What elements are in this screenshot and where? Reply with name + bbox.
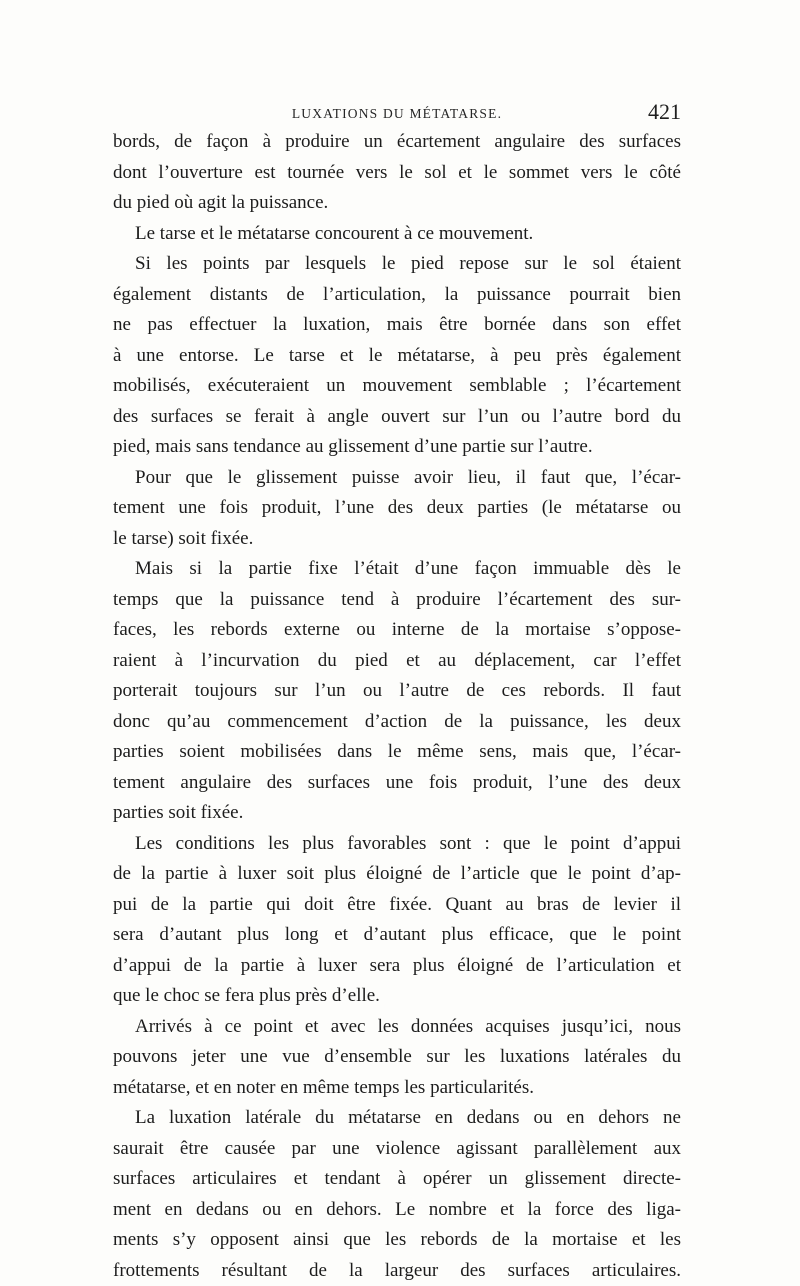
text-line: du pied où agit la puissance. [113,188,681,219]
text-line: raient à l’incurvation du pied et au déplacement, car l’effet [113,646,681,677]
text-line: pui de la partie qui doit être fixée. Quant au bras de levier il [113,890,681,921]
page-number: 421 [648,99,681,125]
text-line: tement angulaire des surfaces une fois produit, l’une des deux [113,768,681,799]
text-line: Le tarse et le métatarse concourent à ce mouvement. [113,219,681,250]
text-line: Pour que le glissement puisse avoir lieu, il faut que, l’écar- [113,463,681,494]
text-line: ments s’y opposent ainsi que les rebords de la mortaise et les [113,1225,681,1256]
text-line: des surfaces se ferait à angle ouvert sur l’un ou l’autre bord du [113,402,681,433]
text-line: porterait toujours sur l’un ou l’autre de ces rebords. Il faut [113,676,681,707]
text-line: dont l’ouverture est tournée vers le sol et le sommet vers le côté [113,158,681,189]
paragraph [113,463,681,555]
body-text [113,127,681,1286]
text-line: donc qu’au commencement d’action de la puissance, les deux [113,707,681,738]
paragraph [113,829,681,1012]
text-line: parties soient mobilisées dans le même sens, mais que, l’écar- [113,737,681,768]
text-line: Arrivés à ce point et avec les données acquises jusqu’ici, nous [113,1012,681,1043]
text-line: bords, de façon à produire un écartement angulaire des surfaces [113,127,681,158]
text-line: Si les points par lesquels le pied repose sur le sol étaient [113,249,681,280]
text-line: surfaces articulaires et tendant à opérer un glissement directe- [113,1164,681,1195]
text-line: Les conditions les plus favorables sont : que le point d’appui [113,829,681,860]
running-header [113,102,681,126]
paragraph [113,1012,681,1104]
text-line: mobilisés, exécuteraient un mouvement semblable ; l’écartement [113,371,681,402]
text-line: frottements résultant de la largeur des surfaces articulaires. [113,1256,681,1286]
running-title: LUXATIONS DU MÉTATARSE. [113,106,681,122]
text-line: sera d’autant plus long et d’autant plus efficace, que le point [113,920,681,951]
text-line: métatarse, et en noter en même temps les particularités. [113,1073,681,1104]
text-line: le tarse) soit fixée. [113,524,681,555]
text-line: à une entorse. Le tarse et le métatarse, à peu près également [113,341,681,372]
text-line: tement une fois produit, l’une des deux parties (le métatarse ou [113,493,681,524]
paragraph [113,554,681,829]
text-line: parties soit fixée. [113,798,681,829]
text-line: La luxation latérale du métatarse en dedans ou en dehors ne [113,1103,681,1134]
text-line: d’appui de la partie à luxer sera plus éloigné de l’articulation et [113,951,681,982]
paragraph [113,249,681,463]
text-line: pouvons jeter une vue d’ensemble sur les luxations latérales du [113,1042,681,1073]
text-line: pied, mais sans tendance au glissement d’une partie sur l’autre. [113,432,681,463]
paragraph [113,219,681,250]
text-line: que le choc se fera plus près d’elle. [113,981,681,1012]
text-line: également distants de l’articulation, la puissance pourrait bien [113,280,681,311]
paragraph [113,127,681,219]
text-line: ne pas effectuer la luxation, mais être bornée dans son effet [113,310,681,341]
text-line: faces, les rebords externe ou interne de la mortaise s’oppose- [113,615,681,646]
text-line: Mais si la partie fixe l’était d’une façon immuable dès le [113,554,681,585]
text-line: temps que la puissance tend à produire l’écartement des sur- [113,585,681,616]
text-line: ment en dedans ou en dehors. Le nombre et la force des liga- [113,1195,681,1226]
text-line: de la partie à luxer soit plus éloigné de l’article que le point d’ap- [113,859,681,890]
paragraph [113,1103,681,1286]
text-line: saurait être causée par une violence agissant parallèlement aux [113,1134,681,1165]
